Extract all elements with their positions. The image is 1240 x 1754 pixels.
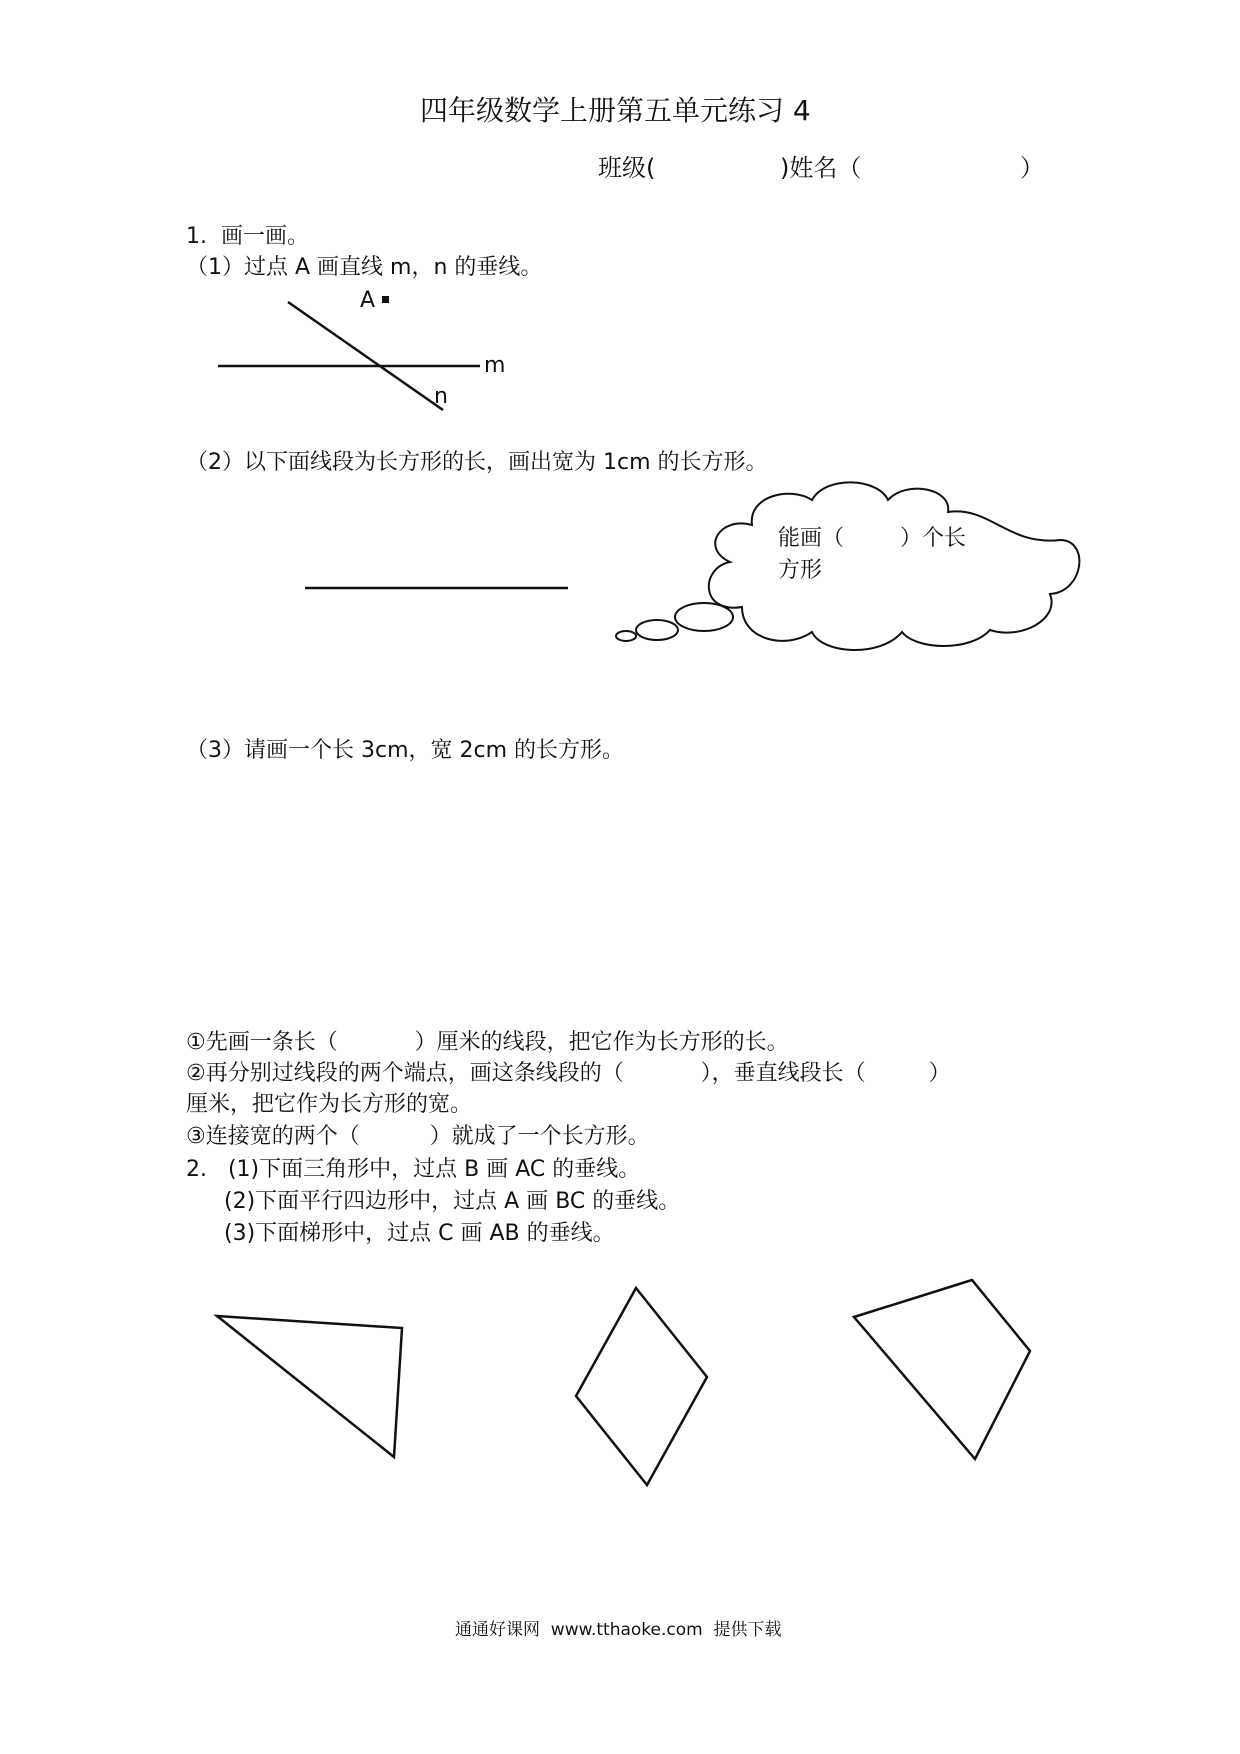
thought-cloud [709,482,1080,650]
question-1-heading: 1. 画一画。 [186,224,309,249]
step-2-continued: 厘米，把它作为长方形的宽。 [186,1092,473,1117]
step-3: ③连接宽的两个（ ）就成了一个长方形。 [186,1124,650,1149]
point-a [382,296,389,303]
question-1-part-3: （3）请画一个长 3cm，宽 2cm 的长方形。 [186,738,625,763]
question-2-heading: 2. (1)下面三角形中，过点 B 画 AC 的垂线。 [186,1157,641,1182]
question-1-part-1: （1）过点 A 画直线 m，n 的垂线。 [186,255,543,280]
triangle-shape [217,1316,402,1457]
line-n-label: n [434,384,448,409]
thought-bubble-large [675,603,733,631]
line-m-label: m [484,353,506,378]
thought-bubble-medium [636,620,678,640]
cloud-text-line-1: 能画（ ）个长 [778,526,966,551]
name-label: )姓名（ [780,154,862,182]
thought-bubble-small [616,631,636,641]
question-2-part-2: (2)下面平行四边形中，过点 A 画 BC 的垂线。 [224,1189,681,1214]
step-1: ①先画一条长（ ）厘米的线段，把它作为长方形的长。 [186,1030,789,1055]
name-close-paren: ） [1020,154,1044,182]
page-title: 四年级数学上册第五单元练习 4 [420,94,811,127]
question-1-part-2: （2）以下面线段为长方形的长，画出宽为 1cm 的长方形。 [186,450,768,475]
parallelogram-shape [576,1288,707,1485]
point-a-label: A [360,288,376,313]
cloud-text-line-2: 方形 [778,558,823,583]
question-2-part-3: (3)下面梯形中，过点 C 画 AB 的垂线。 [224,1221,615,1246]
step-2: ②再分别过线段的两个端点，画这条线段的（ ），垂直线段长（ ） [186,1061,951,1086]
line-n [288,302,443,410]
footer-text: 通通好课网 www.tthaoke.com 提供下载 [455,1620,782,1640]
class-label: 班级( [598,154,656,182]
trapezoid-shape [854,1280,1030,1459]
